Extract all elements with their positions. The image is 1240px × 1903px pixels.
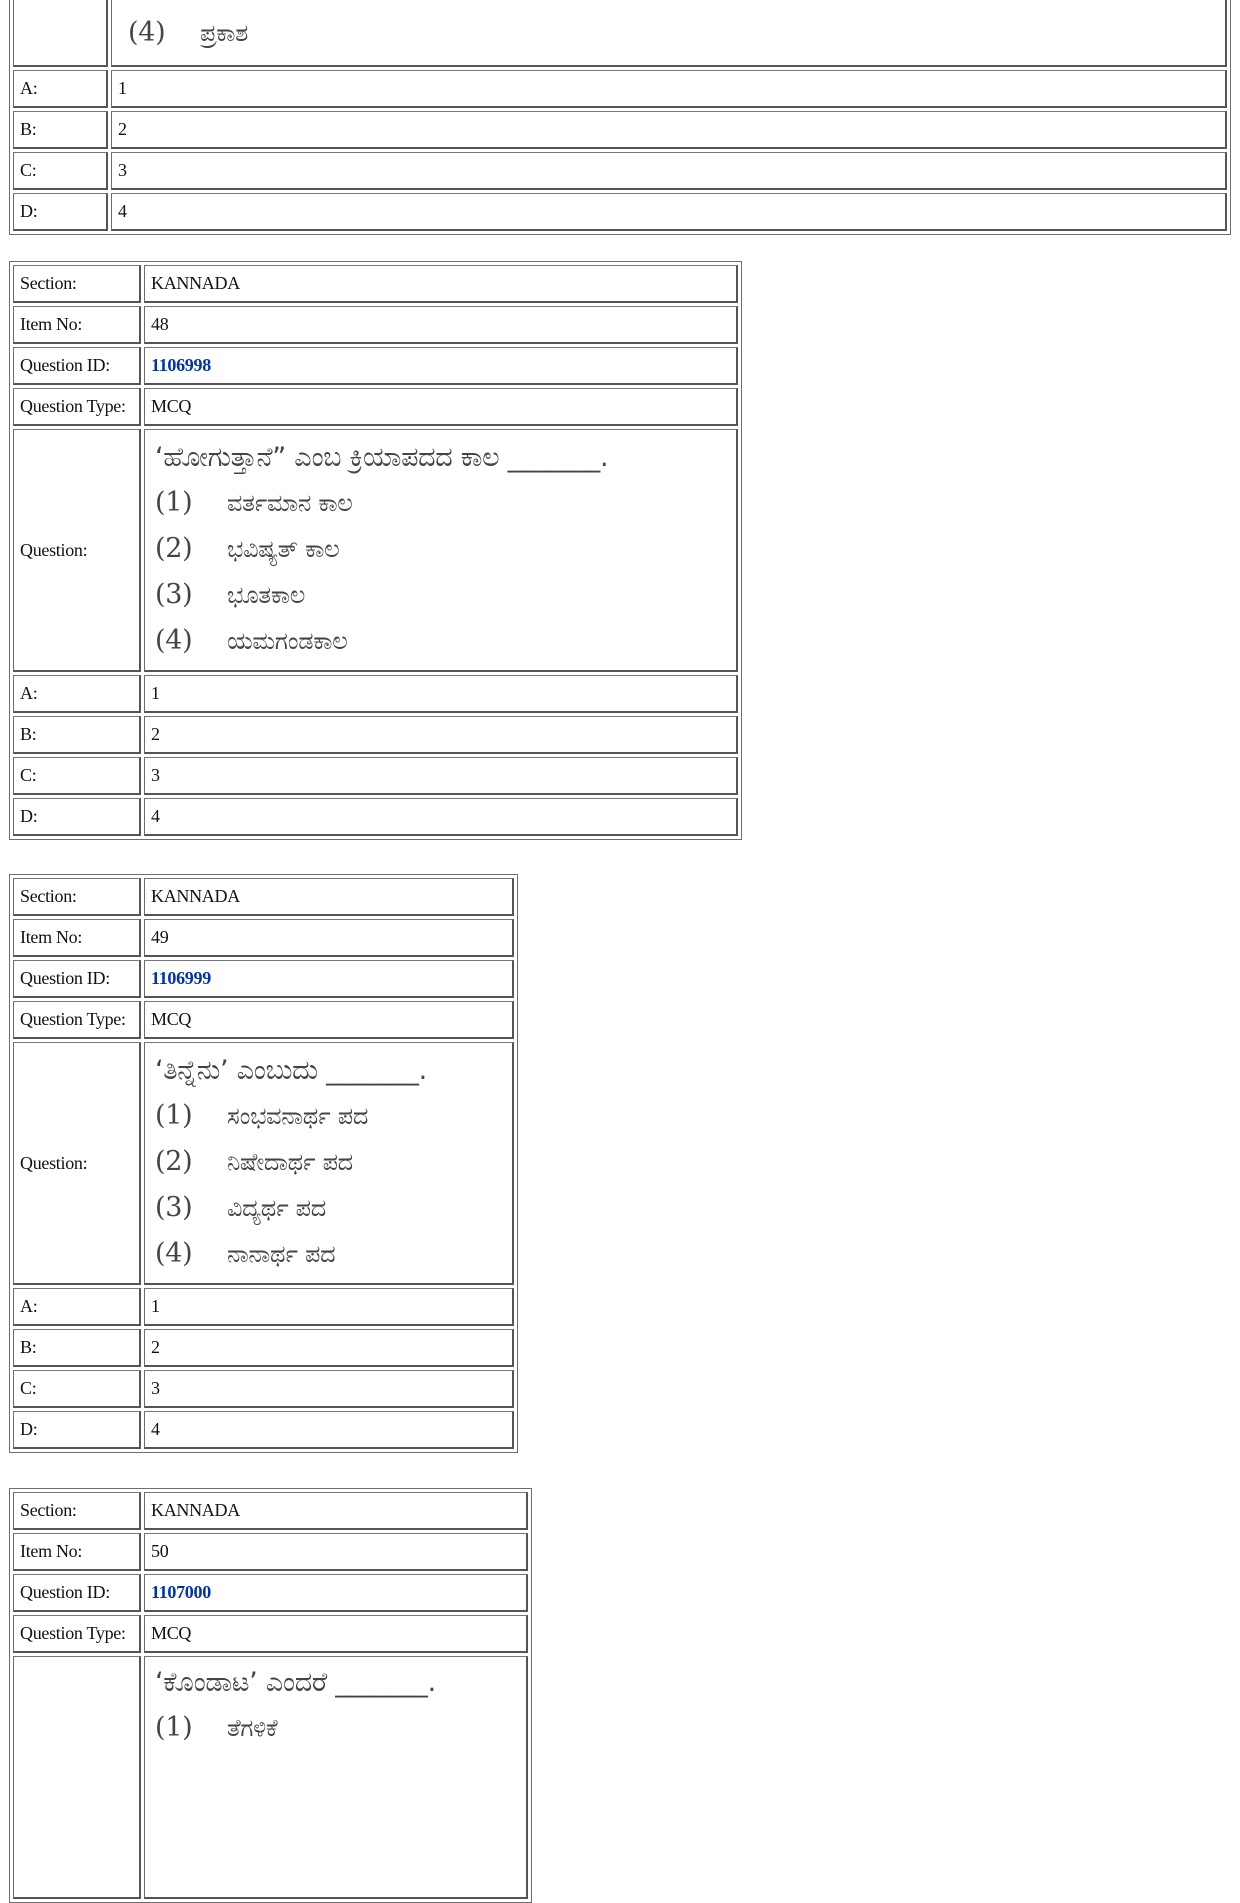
question-id-label: Question ID: bbox=[13, 960, 141, 998]
answer-value-a: 1 bbox=[111, 70, 1227, 108]
question-id-row bbox=[13, 1574, 528, 1612]
answer-label-d: D: bbox=[13, 1411, 141, 1449]
answer-row-b bbox=[13, 111, 1227, 149]
question-id-row bbox=[13, 960, 514, 998]
answer-value-c: 3 bbox=[144, 757, 738, 795]
item-no-label: Item No: bbox=[13, 919, 141, 957]
question-id-value: 1107000 bbox=[144, 1574, 528, 1612]
item-no-value: 48 bbox=[144, 306, 738, 344]
option-number: (2) bbox=[155, 1146, 193, 1177]
answer-row-d bbox=[13, 1411, 514, 1449]
answer-label-b: B: bbox=[13, 1329, 141, 1367]
item-no-value: 50 bbox=[144, 1533, 528, 1571]
answer-label-b: B: bbox=[13, 111, 108, 149]
option-number: (3) bbox=[155, 1192, 193, 1223]
answer-value-b: 2 bbox=[111, 111, 1227, 149]
question-body bbox=[111, 0, 1227, 67]
item-no-label: Item No: bbox=[13, 306, 141, 344]
option-text: ತೆಗಳಿಕೆ bbox=[227, 1714, 278, 1742]
question-type-label: Question Type: bbox=[13, 1615, 141, 1653]
option-text: ನಿಷೇದಾರ್ಥ ಪದ bbox=[227, 1148, 353, 1176]
question-option bbox=[155, 1093, 502, 1139]
option-number: (4) bbox=[155, 625, 193, 656]
option-text: ಭೂತಕಾಲ bbox=[227, 581, 306, 609]
answer-label-d: D: bbox=[13, 193, 108, 231]
question-type-row bbox=[13, 388, 738, 426]
item-no-value: 49 bbox=[144, 919, 514, 957]
answer-label-c: C: bbox=[13, 152, 108, 190]
question-row bbox=[13, 429, 738, 672]
question-option bbox=[155, 1231, 502, 1277]
answer-value-b: 2 bbox=[144, 716, 738, 754]
answer-row-b bbox=[13, 1329, 514, 1367]
question-id-label: Question ID: bbox=[13, 347, 141, 385]
answer-row-c bbox=[13, 152, 1227, 190]
question-body bbox=[144, 1042, 514, 1285]
answer-row-a bbox=[13, 675, 738, 713]
answer-value-b: 2 bbox=[144, 1329, 514, 1367]
answer-value-c: 3 bbox=[144, 1370, 514, 1408]
answer-value-c: 3 bbox=[111, 152, 1227, 190]
answer-value-a: 1 bbox=[144, 675, 738, 713]
question-option bbox=[155, 618, 726, 664]
question-id-value: 1106998 bbox=[144, 347, 738, 385]
answer-row-b bbox=[13, 716, 738, 754]
option-text: ಯಮಗಂಡಕಾಲ bbox=[227, 627, 348, 655]
question-type-row bbox=[13, 1001, 514, 1039]
question-label: Question: bbox=[13, 1042, 141, 1285]
question-body bbox=[144, 429, 738, 672]
option-number: (3) bbox=[155, 579, 193, 610]
answer-row-a bbox=[13, 1288, 514, 1326]
section-row bbox=[13, 878, 514, 916]
section-label: Section: bbox=[13, 878, 141, 916]
item-no-row bbox=[13, 919, 514, 957]
answer-label-c: C: bbox=[13, 1370, 141, 1408]
answer-label-a: A: bbox=[13, 675, 141, 713]
answer-label-d: D: bbox=[13, 798, 141, 836]
question-id-value: 1106999 bbox=[144, 960, 514, 998]
option-text: ವರ್ತಮಾನ ಕಾಲ bbox=[227, 489, 353, 517]
answer-value-d: 4 bbox=[144, 1411, 514, 1449]
question-type-label: Question Type: bbox=[13, 1001, 141, 1039]
option-number: (4) bbox=[155, 1238, 193, 1269]
question-row bbox=[13, 1042, 514, 1285]
item-no-row bbox=[13, 1533, 528, 1571]
answer-value-d: 4 bbox=[111, 193, 1227, 231]
option-number: (1) bbox=[155, 1712, 193, 1743]
answer-row-a bbox=[13, 70, 1227, 108]
answer-value-d: 4 bbox=[144, 798, 738, 836]
question-body bbox=[144, 1656, 528, 1899]
question-option bbox=[155, 1705, 516, 1751]
question-option bbox=[155, 572, 726, 618]
answer-label-b: B: bbox=[13, 716, 141, 754]
question-row bbox=[13, 0, 1227, 67]
answer-value-a: 1 bbox=[144, 1288, 514, 1326]
question-row bbox=[13, 1656, 528, 1899]
option-text: ಸಂಭವನಾರ್ಥ ಪದ bbox=[227, 1102, 369, 1130]
question-type-value: MCQ bbox=[144, 1615, 528, 1653]
option-text: ಭವಿಷ್ಯತ್ ಕಾಲ bbox=[227, 535, 340, 563]
question-option bbox=[155, 526, 726, 572]
question-type-row bbox=[13, 1615, 528, 1653]
answer-label-a: A: bbox=[13, 70, 108, 108]
answer-row-d bbox=[13, 193, 1227, 231]
question-label-cell bbox=[13, 0, 108, 67]
question-stem: ‘ಹೋಗುತ್ತಾನೆ” ಎಂಬ ಕ್ರಿಯಾಪದದ ಕಾಲ _______. bbox=[155, 442, 609, 473]
section-label: Section: bbox=[13, 265, 141, 303]
section-value: KANNADA bbox=[144, 1492, 528, 1530]
answer-label-a: A: bbox=[13, 1288, 141, 1326]
question-type-label: Question Type: bbox=[13, 388, 141, 426]
question-option bbox=[155, 480, 726, 526]
question-option bbox=[155, 1139, 502, 1185]
question-label bbox=[13, 1656, 141, 1899]
option-text: ಪ್ರಕಾಶ bbox=[200, 19, 248, 47]
question-block-48 bbox=[9, 261, 742, 840]
question-type-value: MCQ bbox=[144, 1001, 514, 1039]
section-value: KANNADA bbox=[144, 265, 738, 303]
question-stem: ‘ಕೊಂಡಾಟ’ ಎಂದರೆ _______. bbox=[155, 1667, 436, 1698]
question-label: Question: bbox=[13, 429, 141, 672]
answer-row-d bbox=[13, 798, 738, 836]
option-number: (1) bbox=[155, 1100, 193, 1131]
section-value: KANNADA bbox=[144, 878, 514, 916]
answer-row-c bbox=[13, 1370, 514, 1408]
item-no-label: Item No: bbox=[13, 1533, 141, 1571]
answer-row-c bbox=[13, 757, 738, 795]
option-number: (4) bbox=[128, 17, 166, 48]
section-row bbox=[13, 265, 738, 303]
question-block-50 bbox=[9, 1488, 532, 1903]
option-text: ವಿದ್ಯರ್ಥ ಪದ bbox=[227, 1194, 326, 1222]
question-block-partial bbox=[9, 0, 1231, 235]
option-number: (2) bbox=[155, 533, 193, 564]
question-stem: ‘ತಿನ್ನೆನು’ ಎಂಬುದು _______. bbox=[155, 1055, 427, 1086]
item-no-row bbox=[13, 306, 738, 344]
question-block-49 bbox=[9, 874, 518, 1453]
section-label: Section: bbox=[13, 1492, 141, 1530]
question-option bbox=[128, 5, 1215, 61]
question-option bbox=[155, 1185, 502, 1231]
section-row bbox=[13, 1492, 528, 1530]
answer-label-c: C: bbox=[13, 757, 141, 795]
question-id-label: Question ID: bbox=[13, 1574, 141, 1612]
option-text: ನಾನಾರ್ಥ ಪದ bbox=[227, 1240, 336, 1268]
question-type-value: MCQ bbox=[144, 388, 738, 426]
option-number: (1) bbox=[155, 487, 193, 518]
question-id-row bbox=[13, 347, 738, 385]
